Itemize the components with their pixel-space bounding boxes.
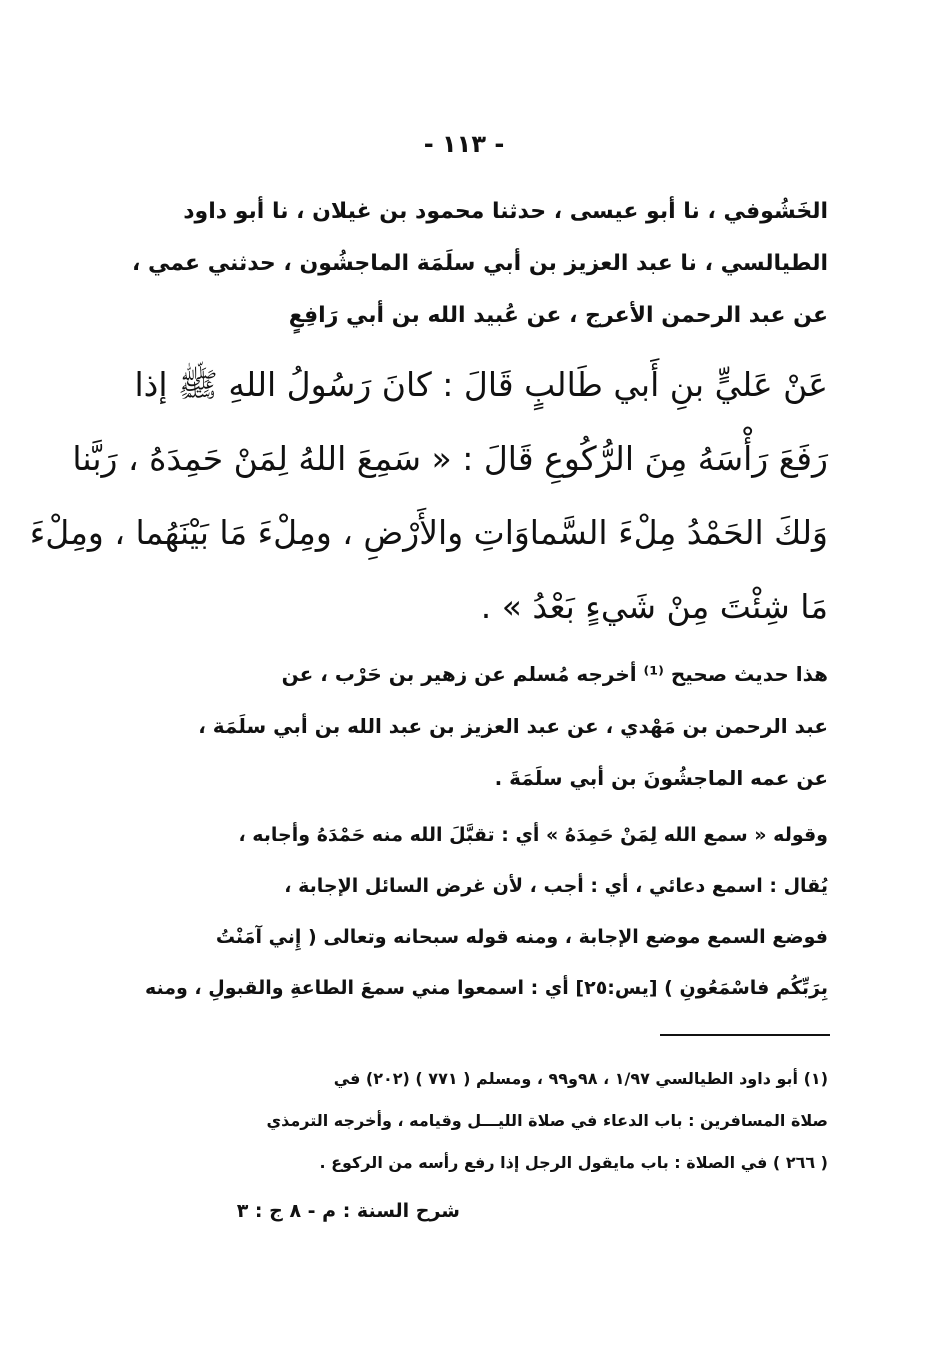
hadith-line: وَلكَ الحَمْدُ مِلْءَ السَّماوَاتِ والأَرْضِ ، ومِلْءَ مَا بَيْنَهُما ، ومِلْءَ [29, 513, 828, 552]
hadith-text [29, 348, 828, 644]
footnote-line: ( ٢٦٦ ) في الصلاة : باب مايقول الرجل إذا رفع رأسه من الركوع . [319, 1153, 828, 1172]
explanation-line: يُقال : اسمع دعائي ، أي : أجب ، لأن غرض السائل الإجابة ، [284, 875, 828, 897]
isnad-line: الطيالسي ، نا عبد العزيز بن أبي سلَمَة الماجشُون ، حدثني عمي ، [132, 251, 828, 276]
page-number: - ١١٣ - [423, 130, 505, 158]
commentary-paragraph [178, 648, 828, 804]
explanation-paragraph [144, 810, 828, 1014]
commentary-line: عبد الرحمن بن مَهْدي ، عن عبد العزيز بن عبد الله بن أبي سلَمَة ، [198, 714, 828, 738]
footnote-line: (١) أبو داود الطيالسي ١/٩٧ ، ٩٨و٩٩ ، ومسلم ( ٧٧١ ) (٢٠٢) في [333, 1069, 828, 1088]
footnote-line: صلاة المسافرين : باب الدعاء في صلاة الليـــل وقيامه ، وأخرجه الترمذي [266, 1111, 828, 1130]
footnote-divider [660, 1034, 830, 1036]
printer-signature: شرح السنة : م - ٨ ج : ٣ [236, 1200, 460, 1222]
commentary-line: هذا حديث صحيح ⁽¹⁾ أخرجه مُسلم عن زهير بن حَرْب ، عن [281, 662, 828, 686]
hadith-line: رَفَعَ رَأْسَهُ مِنَ الرُّكُوعِ قَالَ : « سَمِعَ اللهُ لِمَنْ حَمِدَهُ ، رَبَّنا [72, 439, 828, 478]
isnad-line: الخَشُوفي ، نا أبو عيسى ، حدثنا محمود بن غيلان ، نا أبو داود [183, 199, 828, 224]
hadith-line: مَا شِئْتَ مِنْ شَيءٍ بَعْدُ » . [480, 587, 828, 626]
isnad-line: عن عبد الرحمن الأعرج ، عن عُبيد الله بن أبي رَافِعٍ [288, 303, 828, 328]
footnotes [178, 1058, 828, 1184]
explanation-line: بِرَبِّكُم فاسْمَعُونِ ) [يس:٢٥] أي : اسمعوا مني سمعَ الطاعةِ والقبولِ ، ومنه [144, 977, 828, 999]
explanation-line: فوضع السمع موضع الإجابة ، ومنه قوله سبحانه وتعالى ( إِني آمَنْتُ [215, 926, 828, 948]
explanation-line: وقوله « سمع الله لِمَنْ حَمِدَهُ » أي : تقبَّلَ الله منه حَمْدَهُ وأجابه ، [238, 824, 828, 846]
isnad-paragraph [132, 186, 828, 342]
commentary-line: عن عمه الماجشُونَ بن أبي سلَمَةَ . [494, 766, 828, 790]
hadith-line: عَنْ عَليٍّ بنِ أَبي طَالبٍ قَالَ : كانَ رَسُولُ اللهِ ﷺ إذا [134, 365, 828, 404]
